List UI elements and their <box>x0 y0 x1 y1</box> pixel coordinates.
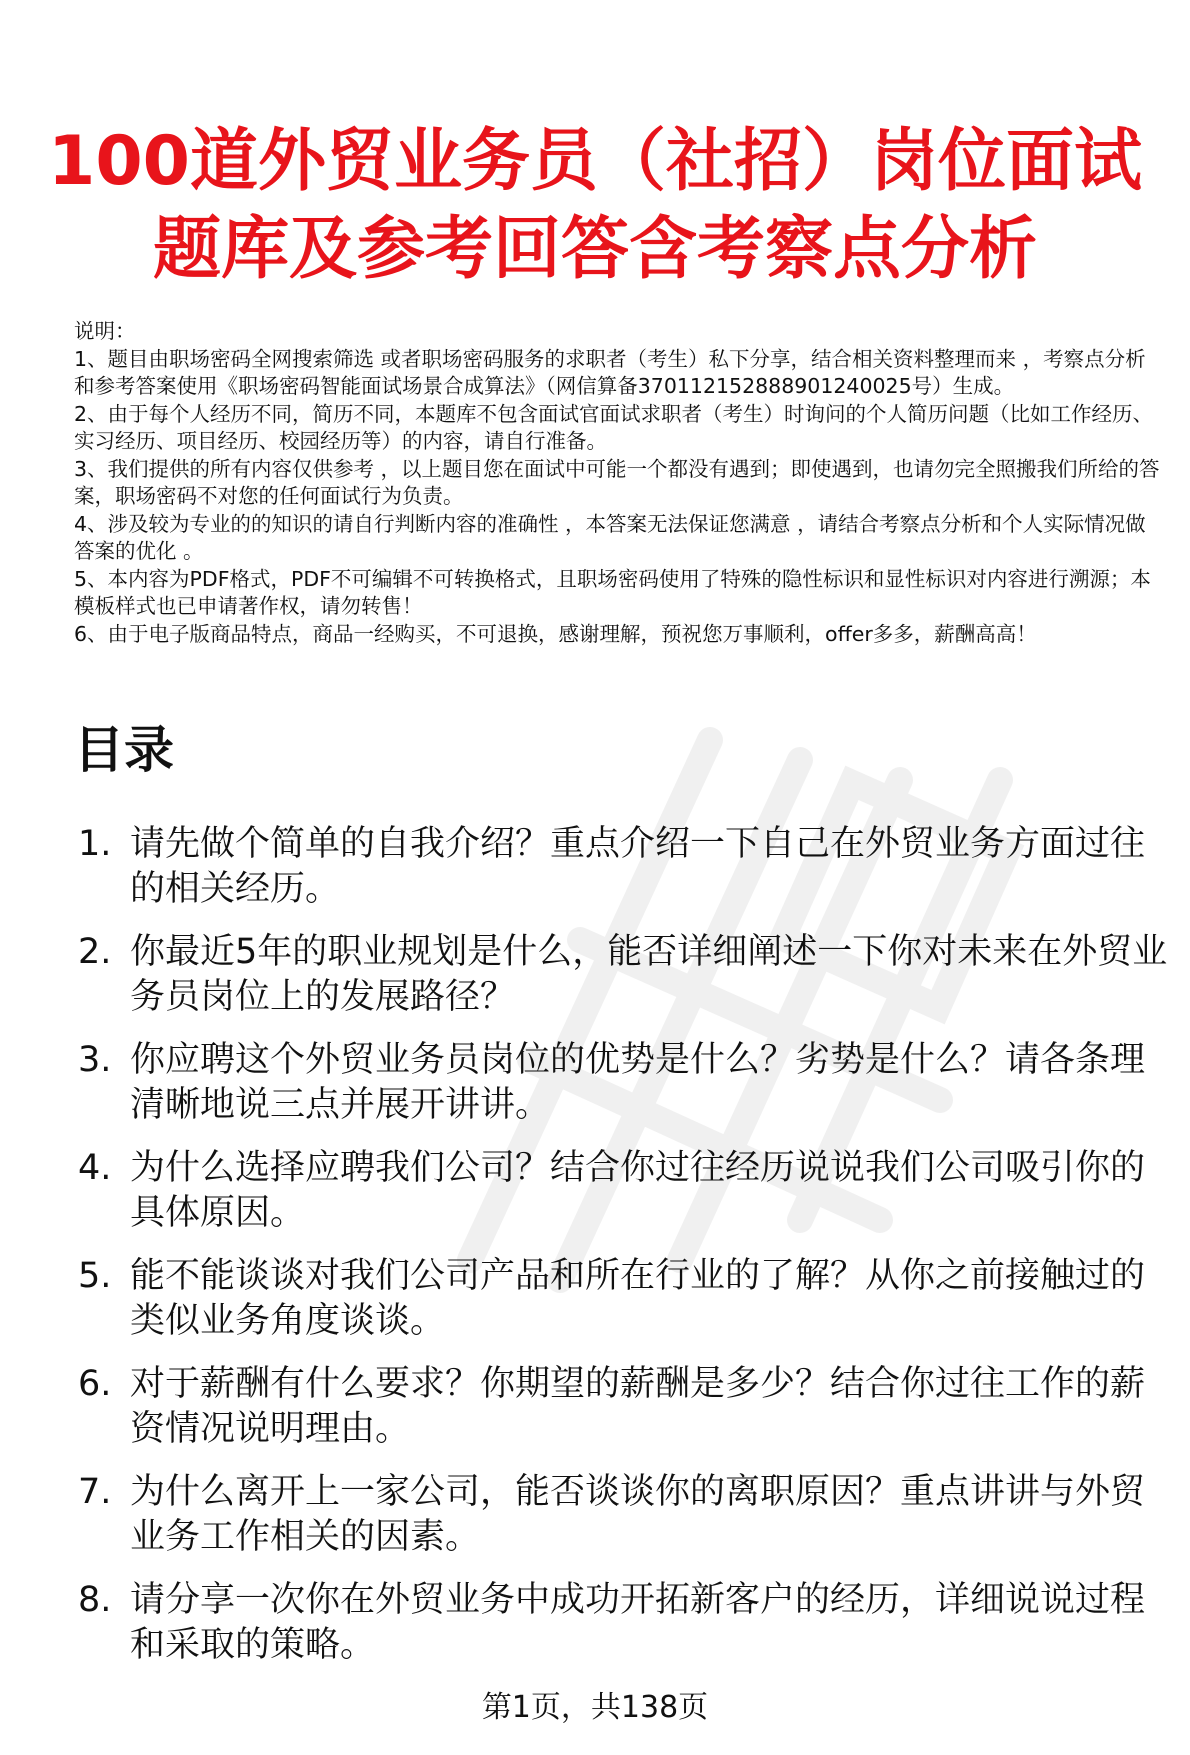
toc-item[interactable] <box>78 1146 1168 1236</box>
toc-item[interactable] <box>78 1254 1168 1344</box>
instruction-item: 3、我们提供的所有内容仅供参考 ，以上题目您在面试中可能一个都没有遇到；即使遇到，也请勿完全照搬我们所给的答案，职场密码不对您的任何面试行为负责。 <box>74 456 1160 508</box>
instruction-item: 5、本内容为PDF格式，PDF不可编辑不可转换格式，且职场密码使用了特殊的隐性标识和显性标识对内容进行溯源；本模板样式也已申请著作权，请勿转售！ <box>74 566 1151 618</box>
toc-item-number: 3. <box>78 1040 112 1080</box>
toc-item-number: 4. <box>78 1148 112 1188</box>
toc-item-text: 对于薪酬有什么要求？你期望的薪酬是多少？结合你过往工作的薪资情况说明理由。 <box>130 1364 1146 1449</box>
title-line-1: 100道外贸业务员（社招）岗位面试 <box>48 122 1142 201</box>
toc-item-text: 请分享一次你在外贸业务中成功开拓新客户的经历，详细说说过程和采取的策略。 <box>130 1580 1146 1665</box>
instruction-item: 1、题目由职场密码全网搜索筛选 或者职场密码服务的求职者（考生）私下分享，结合相关资料整理而来 ，考察点分析和参考答案使用《职场密码智能面试场景合成算法》（网信算备370112152888901240025号）生成。 <box>74 346 1146 398</box>
toc-item-number: 2. <box>78 932 112 972</box>
toc-item[interactable] <box>78 822 1168 912</box>
page-number: 第1页，共138页 <box>481 1690 709 1725</box>
toc-heading: 目录 <box>74 721 174 779</box>
instruction-item: 2、由于每个人经历不同，简历不同，本题库不包含面试官面试求职者（考生）时询问的个人简历问题（比如工作经历、实习经历、项目经历、校园经历等）的内容，请自行准备。 <box>74 401 1154 453</box>
toc-item-text: 能不能谈谈对我们公司产品和所在行业的了解？从你之前接触过的类似业务角度谈谈。 <box>130 1256 1146 1341</box>
toc-item[interactable] <box>78 1362 1168 1452</box>
instructions-section <box>74 318 1164 648</box>
toc-item[interactable] <box>78 1578 1168 1668</box>
toc-item[interactable] <box>78 1038 1168 1128</box>
table-of-contents <box>78 822 1168 1686</box>
toc-item-number: 8. <box>78 1580 112 1620</box>
toc-item-text: 你最近5年的职业规划是什么，能否详细阐述一下你对未来在外贸业务员岗位上的发展路径？ <box>130 932 1168 1017</box>
toc-item-number: 1. <box>78 824 112 864</box>
toc-item-text: 请先做个简单的自我介绍？重点介绍一下自己在外贸业务方面过往的相关经历。 <box>130 824 1146 909</box>
toc-item[interactable] <box>78 930 1168 1020</box>
toc-item-text: 你应聘这个外贸业务员岗位的优势是什么？劣势是什么？请各条理清晰地说三点并展开讲讲。 <box>130 1040 1146 1125</box>
instructions-heading: 说明： <box>74 319 136 343</box>
toc-item-text: 为什么选择应聘我们公司？结合你过往经历说说我们公司吸引你的具体原因。 <box>130 1148 1146 1233</box>
document-title <box>40 118 1150 294</box>
instruction-item: 6、由于电子版商品特点，商品一经购买，不可退换，感谢理解，预祝您万事顺利，offer多多，薪酬高高！ <box>74 621 1037 646</box>
toc-item-text: 为什么离开上一家公司，能否谈谈你的离职原因？重点讲讲与外贸业务工作相关的因素。 <box>130 1472 1146 1557</box>
toc-item[interactable] <box>78 1470 1168 1560</box>
toc-item-number: 7. <box>78 1472 112 1512</box>
title-line-2: 题库及参考回答含考察点分析 <box>152 210 1037 289</box>
instruction-item: 4、涉及较为专业的的知识的请自行判断内容的准确性 ，本答案无法保证您满意 ，请结合考察点分析和个人实际情况做答案的优化 。 <box>74 511 1146 563</box>
toc-item-number: 6. <box>78 1364 112 1404</box>
toc-item-number: 5. <box>78 1256 112 1296</box>
